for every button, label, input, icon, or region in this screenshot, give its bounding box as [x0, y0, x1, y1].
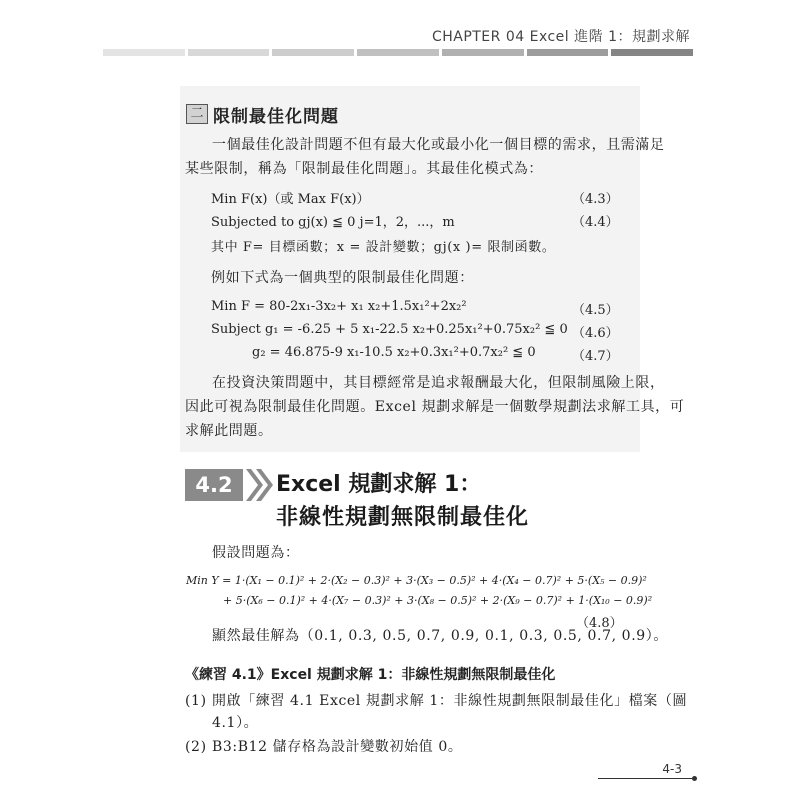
- running-header: [0, 0, 800, 60]
- equation-number: （4.6）: [572, 326, 619, 341]
- section-number-badge: 4.2: [185, 469, 243, 501]
- equation-4-6: Subject g₁ = -6.25 + 5 x₁-22.5 x₂+0.25x₁²+0.75x₂² ≦ 0: [211, 322, 568, 337]
- equation-number: （4.4）: [572, 215, 619, 230]
- step-text: 4.1）。: [212, 715, 259, 731]
- page-number: 4-3: [662, 762, 682, 776]
- section-title-line1: Excel 規劃求解 1：: [276, 472, 482, 497]
- paragraph-line: 一個最佳化設計問題不但有最大化或最小化一個目標的需求，且需滿足: [212, 137, 665, 153]
- equation-4-3: Min F(x)（或 Max F(x)）: [211, 192, 370, 207]
- step-number: (2): [185, 739, 207, 755]
- equation-4-5: Min F = 80-2x₁-3x₂+ x₁ x₂+1.5x₁²+2x₂²: [211, 299, 467, 314]
- footer-rule: [598, 778, 694, 779]
- exercise-heading: 《練習 4.1》Excel 規劃求解 1：非線性規劃無限制最佳化: [185, 667, 556, 683]
- header-decoration-bars: [103, 49, 693, 56]
- subsection-title: 限制最佳化問題: [213, 107, 339, 127]
- example-intro: 例如下式為一個典型的限制最佳化問題：: [211, 270, 474, 286]
- paragraph-line: 某些限制，稱為「限制最佳化問題」。其最佳化模式為：: [185, 161, 543, 177]
- paragraph-line: 在投資決策問題中，其目標經常是追求報酬最大化，但限制風險上限，: [212, 375, 665, 391]
- equation-4-8-line2: + 5·(X₆ − 0.1)² + 4·(X₇ − 0.3)² + 3·(X₈ − 0.5)² + 2·(X₉ − 0.7)² + 1·(X₁₀ − 0.9)²: [223, 594, 653, 607]
- equation-4-4: Subjected to gj(x) ≦ 0 j=1，2，...，m: [211, 215, 455, 230]
- equation-number: （4.7）: [572, 349, 619, 364]
- step-number: (1): [185, 693, 207, 709]
- footer-dot: [692, 776, 697, 781]
- equation-4-7: g₂ = 46.875-9 x₁-10.5 x₂+0.3x₁²+0.7x₂² ≦ 0: [252, 345, 536, 360]
- equation-number: （4.5）: [572, 303, 619, 318]
- chapter-header-text: CHAPTER 04 Excel 進階 1：規劃求解: [431, 29, 690, 45]
- subsection-number: 二: [186, 104, 208, 124]
- equation-number: （4.8）: [576, 616, 623, 631]
- definition-line: 其中 F= 目標函數；x = 設計變數；gj(x )= 限制函數。: [211, 240, 556, 255]
- paragraph-line: 因此可視為限制最佳化問題。Excel 規劃求解是一個數學規劃法求解工具，可: [185, 399, 685, 415]
- section-title-line2: 非線性規劃無限制最佳化: [276, 505, 530, 530]
- equation-4-8-line1: Min Y = 1·(X₁ − 0.1)² + 2·(X₂ − 0.3)² + 3·(X₃ − 0.5)² + 4·(X₄ − 0.7)² + 5·(X₅ − 0.9)²: [186, 574, 647, 587]
- solution-text: 顯然最佳解為（0.1, 0.3, 0.5, 0.7, 0.9, 0.1, 0.3, 0.5, 0.7, 0.9）。: [212, 628, 668, 644]
- equation-number: （4.3）: [572, 192, 619, 207]
- assumption-text: 假設問題為：: [212, 545, 300, 561]
- step-text: B3:B12 儲存格為設計變數初始值 0。: [212, 739, 463, 755]
- chevron-arrows-icon: [244, 467, 276, 503]
- step-text: 開啟「練習 4.1 Excel 規劃求解 1：非線性規劃無限制最佳化」檔案（圖: [212, 693, 688, 709]
- paragraph-line: 求解此問題。: [185, 423, 273, 439]
